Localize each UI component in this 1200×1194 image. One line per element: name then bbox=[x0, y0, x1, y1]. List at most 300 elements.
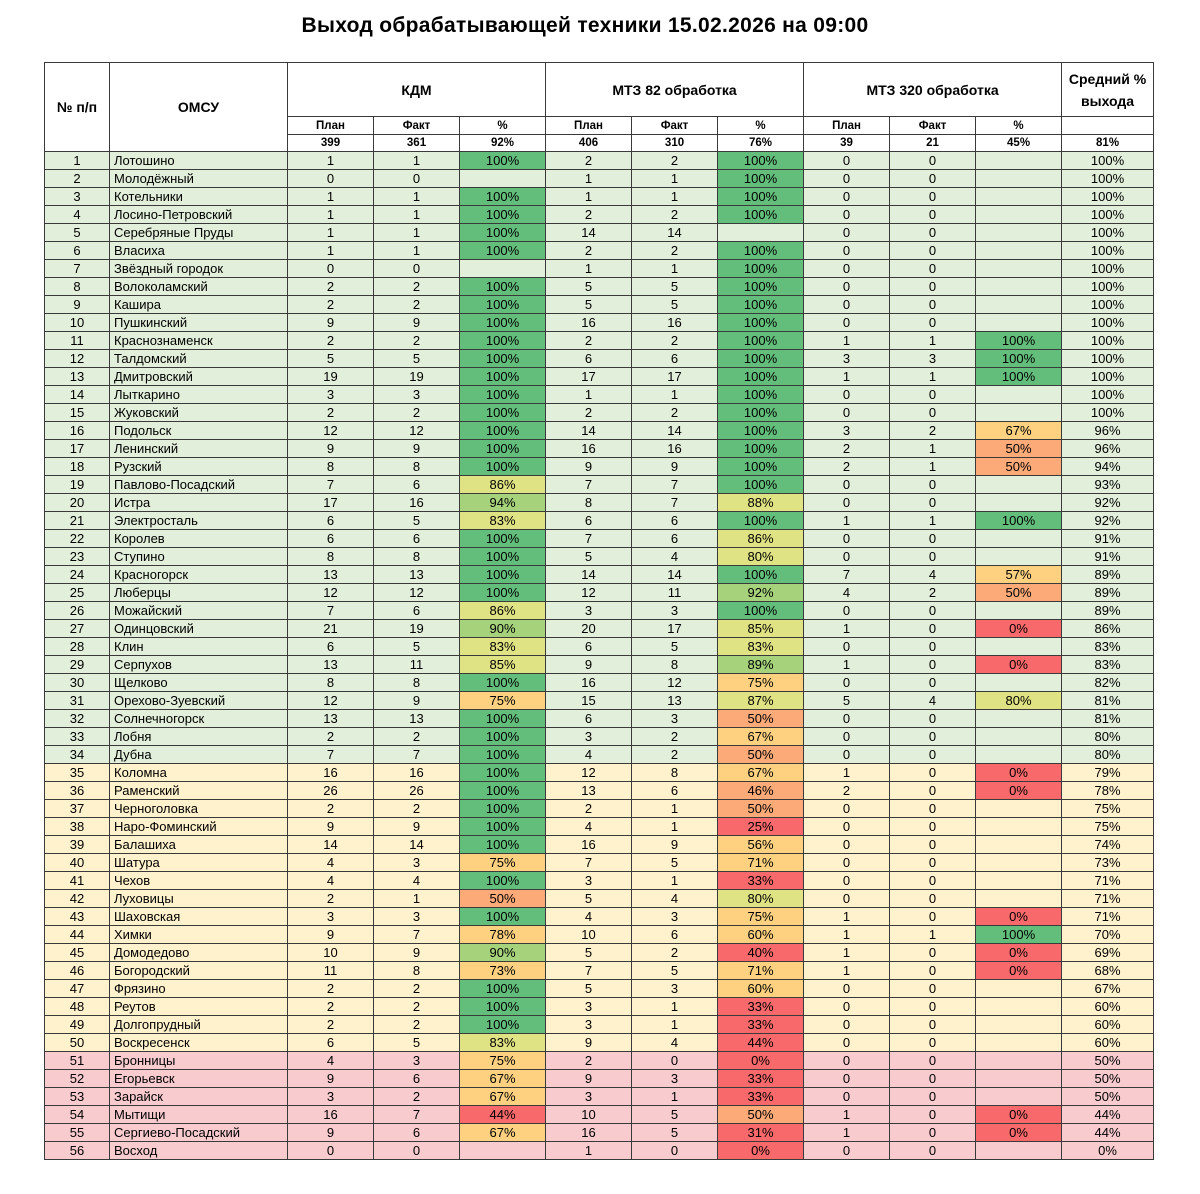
mtz82-plan: 6 bbox=[546, 638, 632, 656]
kdm-pct: 100% bbox=[460, 296, 546, 314]
mtz82-fact: 6 bbox=[632, 926, 718, 944]
mtz82-plan: 5 bbox=[546, 890, 632, 908]
kdm-pct: 100% bbox=[460, 224, 546, 242]
kdm-fact: 6 bbox=[374, 602, 460, 620]
mtz320-plan: 0 bbox=[804, 800, 890, 818]
row-num: 56 bbox=[45, 1142, 110, 1160]
avg-pct: 50% bbox=[1062, 1052, 1154, 1070]
mtz82-fact: 7 bbox=[632, 476, 718, 494]
total-kdm-fact: 361 bbox=[374, 135, 460, 152]
row-omsu: Павлово-Посадский bbox=[110, 476, 288, 494]
kdm-pct: 100% bbox=[460, 440, 546, 458]
mtz320-pct bbox=[976, 872, 1062, 890]
mtz320-pct bbox=[976, 170, 1062, 188]
mtz320-plan: 0 bbox=[804, 296, 890, 314]
avg-pct: 91% bbox=[1062, 548, 1154, 566]
table-row bbox=[45, 818, 1154, 836]
row-omsu: Луховицы bbox=[110, 890, 288, 908]
row-omsu: Лосино-Петровский bbox=[110, 206, 288, 224]
kdm-fact: 6 bbox=[374, 1124, 460, 1142]
kdm-pct: 100% bbox=[460, 242, 546, 260]
kdm-fact: 13 bbox=[374, 566, 460, 584]
mtz82-plan: 4 bbox=[546, 818, 632, 836]
mtz82-pct: 100% bbox=[718, 404, 804, 422]
table-row bbox=[45, 980, 1154, 998]
mtz320-fact: 0 bbox=[890, 386, 976, 404]
avg-pct: 100% bbox=[1062, 332, 1154, 350]
kdm-fact: 26 bbox=[374, 782, 460, 800]
mtz320-fact: 1 bbox=[890, 458, 976, 476]
kdm-fact: 11 bbox=[374, 656, 460, 674]
table-row bbox=[45, 548, 1154, 566]
mtz320-pct bbox=[976, 674, 1062, 692]
kdm-fact: 16 bbox=[374, 764, 460, 782]
kdm-fact: 2 bbox=[374, 296, 460, 314]
row-num: 15 bbox=[45, 404, 110, 422]
mtz320-pct bbox=[976, 386, 1062, 404]
mtz320-fact: 0 bbox=[890, 998, 976, 1016]
mtz320-plan: 0 bbox=[804, 1034, 890, 1052]
mtz82-pct: 100% bbox=[718, 422, 804, 440]
mtz82-plan: 14 bbox=[546, 422, 632, 440]
kdm-plan: 9 bbox=[288, 440, 374, 458]
kdm-plan: 7 bbox=[288, 476, 374, 494]
mtz82-plan: 9 bbox=[546, 1070, 632, 1088]
mtz82-plan: 3 bbox=[546, 602, 632, 620]
kdm-fact: 9 bbox=[374, 944, 460, 962]
avg-pct: 100% bbox=[1062, 296, 1154, 314]
mtz82-pct: 50% bbox=[718, 1106, 804, 1124]
table-row bbox=[45, 530, 1154, 548]
mtz82-plan: 3 bbox=[546, 1088, 632, 1106]
row-num: 38 bbox=[45, 818, 110, 836]
kdm-pct: 100% bbox=[460, 728, 546, 746]
mtz82-plan: 9 bbox=[546, 656, 632, 674]
mtz82-pct: 25% bbox=[718, 818, 804, 836]
mtz82-fact: 1 bbox=[632, 872, 718, 890]
avg-pct: 100% bbox=[1062, 224, 1154, 242]
table-row bbox=[45, 908, 1154, 926]
kdm-plan: 3 bbox=[288, 1088, 374, 1106]
row-omsu: Пушкинский bbox=[110, 314, 288, 332]
mtz320-pct: 57% bbox=[976, 566, 1062, 584]
row-omsu: Чехов bbox=[110, 872, 288, 890]
mtz82-plan: 7 bbox=[546, 854, 632, 872]
avg-pct: 78% bbox=[1062, 782, 1154, 800]
kdm-pct: 100% bbox=[460, 818, 546, 836]
table-row bbox=[45, 692, 1154, 710]
kdm-fact: 1 bbox=[374, 890, 460, 908]
mtz320-pct bbox=[976, 188, 1062, 206]
mtz82-plan: 5 bbox=[546, 278, 632, 296]
kdm-pct: 67% bbox=[460, 1124, 546, 1142]
mtz320-fact: 0 bbox=[890, 854, 976, 872]
kdm-fact: 7 bbox=[374, 1106, 460, 1124]
mtz320-fact: 0 bbox=[890, 1106, 976, 1124]
table-row bbox=[45, 782, 1154, 800]
mtz82-pct: 56% bbox=[718, 836, 804, 854]
mtz320-pct bbox=[976, 314, 1062, 332]
mtz320-fact: 0 bbox=[890, 746, 976, 764]
mtz320-pct bbox=[976, 728, 1062, 746]
avg-pct: 44% bbox=[1062, 1106, 1154, 1124]
mtz320-pct bbox=[976, 530, 1062, 548]
mtz82-fact: 1 bbox=[632, 800, 718, 818]
mtz82-fact: 6 bbox=[632, 530, 718, 548]
mtz320-fact: 0 bbox=[890, 908, 976, 926]
mtz82-fact: 12 bbox=[632, 674, 718, 692]
row-num: 13 bbox=[45, 368, 110, 386]
mtz82-plan: 3 bbox=[546, 728, 632, 746]
kdm-plan: 6 bbox=[288, 1034, 374, 1052]
kdm-pct: 94% bbox=[460, 494, 546, 512]
avg-pct: 100% bbox=[1062, 350, 1154, 368]
mtz320-pct bbox=[976, 800, 1062, 818]
row-num: 41 bbox=[45, 872, 110, 890]
kdm-plan: 7 bbox=[288, 602, 374, 620]
mtz320-fact: 2 bbox=[890, 584, 976, 602]
mtz320-pct: 80% bbox=[976, 692, 1062, 710]
mtz320-pct: 100% bbox=[976, 368, 1062, 386]
row-num: 2 bbox=[45, 170, 110, 188]
mtz320-fact: 0 bbox=[890, 872, 976, 890]
mtz320-plan: 0 bbox=[804, 152, 890, 170]
mtz320-plan: 0 bbox=[804, 872, 890, 890]
table-row bbox=[45, 746, 1154, 764]
mtz82-fact: 2 bbox=[632, 944, 718, 962]
table-row bbox=[45, 386, 1154, 404]
mtz320-plan: 7 bbox=[804, 566, 890, 584]
mtz82-pct: 100% bbox=[718, 350, 804, 368]
row-num: 51 bbox=[45, 1052, 110, 1070]
mtz320-plan: 0 bbox=[804, 386, 890, 404]
mtz320-fact: 0 bbox=[890, 800, 976, 818]
kdm-pct: 100% bbox=[460, 980, 546, 998]
kdm-plan: 19 bbox=[288, 368, 374, 386]
kdm-pct: 86% bbox=[460, 476, 546, 494]
kdm-plan: 4 bbox=[288, 872, 374, 890]
kdm-fact: 2 bbox=[374, 728, 460, 746]
kdm-plan: 2 bbox=[288, 728, 374, 746]
kdm-fact: 2 bbox=[374, 800, 460, 818]
mtz82-plan: 15 bbox=[546, 692, 632, 710]
mtz320-pct bbox=[976, 152, 1062, 170]
kdm-pct: 67% bbox=[460, 1088, 546, 1106]
kdm-fact: 2 bbox=[374, 980, 460, 998]
kdm-fact: 8 bbox=[374, 962, 460, 980]
mtz82-plan: 5 bbox=[546, 980, 632, 998]
avg-pct: 70% bbox=[1062, 926, 1154, 944]
row-num: 23 bbox=[45, 548, 110, 566]
kdm-pct: 100% bbox=[460, 908, 546, 926]
kdm-pct: 75% bbox=[460, 692, 546, 710]
row-omsu: Балашиха bbox=[110, 836, 288, 854]
mtz320-fact: 0 bbox=[890, 620, 976, 638]
mtz82-plan: 2 bbox=[546, 332, 632, 350]
mtz320-plan: 1 bbox=[804, 962, 890, 980]
mtz320-fact: 0 bbox=[890, 836, 976, 854]
row-num: 35 bbox=[45, 764, 110, 782]
row-num: 1 bbox=[45, 152, 110, 170]
table-row bbox=[45, 584, 1154, 602]
mtz82-fact: 0 bbox=[632, 1052, 718, 1070]
mtz82-fact: 1 bbox=[632, 260, 718, 278]
kdm-plan: 5 bbox=[288, 350, 374, 368]
mtz320-pct bbox=[976, 548, 1062, 566]
avg-pct: 71% bbox=[1062, 908, 1154, 926]
mtz82-fact: 5 bbox=[632, 1106, 718, 1124]
mtz320-fact: 3 bbox=[890, 350, 976, 368]
mtz320-fact: 0 bbox=[890, 782, 976, 800]
row-num: 6 bbox=[45, 242, 110, 260]
total-mtz320-fact: 21 bbox=[890, 135, 976, 152]
kdm-fact: 2 bbox=[374, 1016, 460, 1034]
avg-pct: 89% bbox=[1062, 584, 1154, 602]
mtz82-pct: 60% bbox=[718, 980, 804, 998]
mtz82-fact: 1 bbox=[632, 998, 718, 1016]
mtz82-pct: 33% bbox=[718, 1070, 804, 1088]
mtz82-fact: 8 bbox=[632, 656, 718, 674]
mtz320-pct bbox=[976, 260, 1062, 278]
kdm-fact: 8 bbox=[374, 548, 460, 566]
mtz82-pct: 75% bbox=[718, 674, 804, 692]
kdm-pct: 86% bbox=[460, 602, 546, 620]
mtz82-plan: 9 bbox=[546, 1034, 632, 1052]
mtz82-plan: 1 bbox=[546, 1142, 632, 1160]
header-kdm-fact: Факт bbox=[374, 117, 460, 135]
page-title: Выход обрабатывающей техники 15.02.2026 на 09:00 bbox=[301, 14, 869, 37]
table-row bbox=[45, 1106, 1154, 1124]
row-num: 33 bbox=[45, 728, 110, 746]
mtz82-pct: 87% bbox=[718, 692, 804, 710]
mtz82-fact: 6 bbox=[632, 512, 718, 530]
row-num: 32 bbox=[45, 710, 110, 728]
kdm-pct: 67% bbox=[460, 1070, 546, 1088]
row-omsu: Солнечногорск bbox=[110, 710, 288, 728]
kdm-pct: 100% bbox=[460, 836, 546, 854]
mtz82-fact: 3 bbox=[632, 1070, 718, 1088]
kdm-fact: 5 bbox=[374, 1034, 460, 1052]
mtz82-plan: 10 bbox=[546, 1106, 632, 1124]
mtz320-pct: 50% bbox=[976, 440, 1062, 458]
mtz82-fact: 3 bbox=[632, 602, 718, 620]
kdm-plan: 7 bbox=[288, 746, 374, 764]
kdm-plan: 8 bbox=[288, 674, 374, 692]
row-omsu: Раменский bbox=[110, 782, 288, 800]
mtz320-pct: 0% bbox=[976, 944, 1062, 962]
mtz82-pct: 100% bbox=[718, 278, 804, 296]
total-mtz320-plan: 39 bbox=[804, 135, 890, 152]
kdm-pct: 100% bbox=[460, 386, 546, 404]
header-avg: Средний % выхода bbox=[1062, 63, 1154, 117]
mtz82-plan: 1 bbox=[546, 188, 632, 206]
table-body bbox=[45, 152, 1154, 1160]
row-omsu: Егорьевск bbox=[110, 1070, 288, 1088]
mtz320-pct: 0% bbox=[976, 782, 1062, 800]
kdm-plan: 14 bbox=[288, 836, 374, 854]
mtz82-plan: 6 bbox=[546, 350, 632, 368]
kdm-fact: 1 bbox=[374, 224, 460, 242]
avg-pct: 91% bbox=[1062, 530, 1154, 548]
row-num: 48 bbox=[45, 998, 110, 1016]
avg-pct: 100% bbox=[1062, 152, 1154, 170]
mtz82-plan: 10 bbox=[546, 926, 632, 944]
mtz82-pct: 100% bbox=[718, 458, 804, 476]
mtz82-plan: 13 bbox=[546, 782, 632, 800]
mtz82-fact: 1 bbox=[632, 188, 718, 206]
header-mtz320-plan: План bbox=[804, 117, 890, 135]
kdm-plan: 2 bbox=[288, 998, 374, 1016]
avg-pct: 0% bbox=[1062, 1142, 1154, 1160]
avg-pct: 60% bbox=[1062, 998, 1154, 1016]
header-mtz82-pct: % bbox=[718, 117, 804, 135]
mtz82-fact: 2 bbox=[632, 746, 718, 764]
avg-pct: 80% bbox=[1062, 728, 1154, 746]
kdm-fact: 6 bbox=[374, 1070, 460, 1088]
mtz320-pct: 100% bbox=[976, 926, 1062, 944]
table-row bbox=[45, 404, 1154, 422]
header-num: № п/п bbox=[45, 63, 110, 152]
mtz320-pct: 100% bbox=[976, 332, 1062, 350]
avg-pct: 89% bbox=[1062, 602, 1154, 620]
mtz82-plan: 9 bbox=[546, 458, 632, 476]
avg-pct: 100% bbox=[1062, 206, 1154, 224]
mtz320-fact: 0 bbox=[890, 962, 976, 980]
avg-pct: 86% bbox=[1062, 620, 1154, 638]
mtz320-pct bbox=[976, 476, 1062, 494]
kdm-pct: 100% bbox=[460, 548, 546, 566]
row-omsu: Рузский bbox=[110, 458, 288, 476]
row-omsu: Долгопрудный bbox=[110, 1016, 288, 1034]
row-num: 3 bbox=[45, 188, 110, 206]
total-mtz82-pct: 76% bbox=[718, 135, 804, 152]
header-omsu: ОМСУ bbox=[110, 63, 288, 152]
mtz82-plan: 16 bbox=[546, 1124, 632, 1142]
mtz82-plan: 16 bbox=[546, 314, 632, 332]
kdm-fact: 9 bbox=[374, 440, 460, 458]
kdm-pct: 90% bbox=[460, 620, 546, 638]
kdm-plan: 2 bbox=[288, 296, 374, 314]
kdm-fact: 0 bbox=[374, 1142, 460, 1160]
mtz320-plan: 0 bbox=[804, 980, 890, 998]
avg-pct: 83% bbox=[1062, 638, 1154, 656]
table-row bbox=[45, 1070, 1154, 1088]
avg-pct: 100% bbox=[1062, 188, 1154, 206]
table-row bbox=[45, 440, 1154, 458]
kdm-plan: 9 bbox=[288, 926, 374, 944]
mtz82-pct: 60% bbox=[718, 926, 804, 944]
table-row bbox=[45, 476, 1154, 494]
kdm-plan: 17 bbox=[288, 494, 374, 512]
total-kdm-plan: 399 bbox=[288, 135, 374, 152]
mtz320-plan: 0 bbox=[804, 1070, 890, 1088]
kdm-pct: 100% bbox=[460, 422, 546, 440]
mtz82-fact: 9 bbox=[632, 836, 718, 854]
row-omsu: Химки bbox=[110, 926, 288, 944]
mtz82-plan: 7 bbox=[546, 530, 632, 548]
mtz82-fact: 13 bbox=[632, 692, 718, 710]
row-num: 26 bbox=[45, 602, 110, 620]
mtz320-plan: 1 bbox=[804, 1124, 890, 1142]
mtz320-plan: 0 bbox=[804, 602, 890, 620]
mtz82-pct: 100% bbox=[718, 242, 804, 260]
mtz320-plan: 1 bbox=[804, 944, 890, 962]
mtz320-fact: 0 bbox=[890, 1016, 976, 1034]
kdm-pct: 73% bbox=[460, 962, 546, 980]
kdm-fact: 8 bbox=[374, 674, 460, 692]
mtz82-pct: 100% bbox=[718, 512, 804, 530]
mtz82-fact: 8 bbox=[632, 764, 718, 782]
mtz320-fact: 0 bbox=[890, 980, 976, 998]
mtz320-fact: 2 bbox=[890, 422, 976, 440]
mtz320-pct bbox=[976, 854, 1062, 872]
row-omsu: Зарайск bbox=[110, 1088, 288, 1106]
kdm-plan: 0 bbox=[288, 260, 374, 278]
avg-pct: 94% bbox=[1062, 458, 1154, 476]
kdm-plan: 12 bbox=[288, 692, 374, 710]
avg-pct: 96% bbox=[1062, 440, 1154, 458]
row-omsu: Красногорск bbox=[110, 566, 288, 584]
mtz82-pct: 50% bbox=[718, 710, 804, 728]
mtz320-fact: 0 bbox=[890, 152, 976, 170]
mtz320-fact: 0 bbox=[890, 170, 976, 188]
mtz82-fact: 1 bbox=[632, 1016, 718, 1034]
total-mtz320-pct: 45% bbox=[976, 135, 1062, 152]
mtz82-plan: 1 bbox=[546, 260, 632, 278]
table-row bbox=[45, 764, 1154, 782]
mtz320-plan: 0 bbox=[804, 314, 890, 332]
mtz320-fact: 0 bbox=[890, 1088, 976, 1106]
kdm-plan: 0 bbox=[288, 170, 374, 188]
mtz320-fact: 0 bbox=[890, 548, 976, 566]
kdm-fact: 14 bbox=[374, 836, 460, 854]
mtz82-fact: 4 bbox=[632, 890, 718, 908]
table-row bbox=[45, 836, 1154, 854]
header-group-kdm: КДМ bbox=[288, 63, 546, 117]
table-row bbox=[45, 1124, 1154, 1142]
avg-pct: 83% bbox=[1062, 656, 1154, 674]
mtz320-plan: 0 bbox=[804, 638, 890, 656]
avg-pct: 96% bbox=[1062, 422, 1154, 440]
table-row bbox=[45, 314, 1154, 332]
kdm-pct: 100% bbox=[460, 152, 546, 170]
mtz82-pct: 100% bbox=[718, 332, 804, 350]
kdm-plan: 6 bbox=[288, 638, 374, 656]
kdm-fact: 1 bbox=[374, 188, 460, 206]
header-mtz320-pct: % bbox=[976, 117, 1062, 135]
avg-pct: 50% bbox=[1062, 1070, 1154, 1088]
table-row bbox=[45, 728, 1154, 746]
table-row bbox=[45, 674, 1154, 692]
mtz320-fact: 1 bbox=[890, 926, 976, 944]
avg-pct: 75% bbox=[1062, 818, 1154, 836]
kdm-plan: 2 bbox=[288, 1016, 374, 1034]
mtz82-fact: 4 bbox=[632, 1034, 718, 1052]
row-num: 8 bbox=[45, 278, 110, 296]
mtz82-pct: 100% bbox=[718, 368, 804, 386]
mtz320-plan: 1 bbox=[804, 368, 890, 386]
avg-pct: 80% bbox=[1062, 746, 1154, 764]
row-num: 50 bbox=[45, 1034, 110, 1052]
mtz320-fact: 0 bbox=[890, 602, 976, 620]
mtz320-fact: 0 bbox=[890, 638, 976, 656]
table-row bbox=[45, 242, 1154, 260]
mtz82-pct: 33% bbox=[718, 1088, 804, 1106]
header-mtz320-fact: Факт bbox=[890, 117, 976, 135]
mtz82-pct: 50% bbox=[718, 800, 804, 818]
mtz320-pct bbox=[976, 638, 1062, 656]
kdm-plan: 2 bbox=[288, 332, 374, 350]
